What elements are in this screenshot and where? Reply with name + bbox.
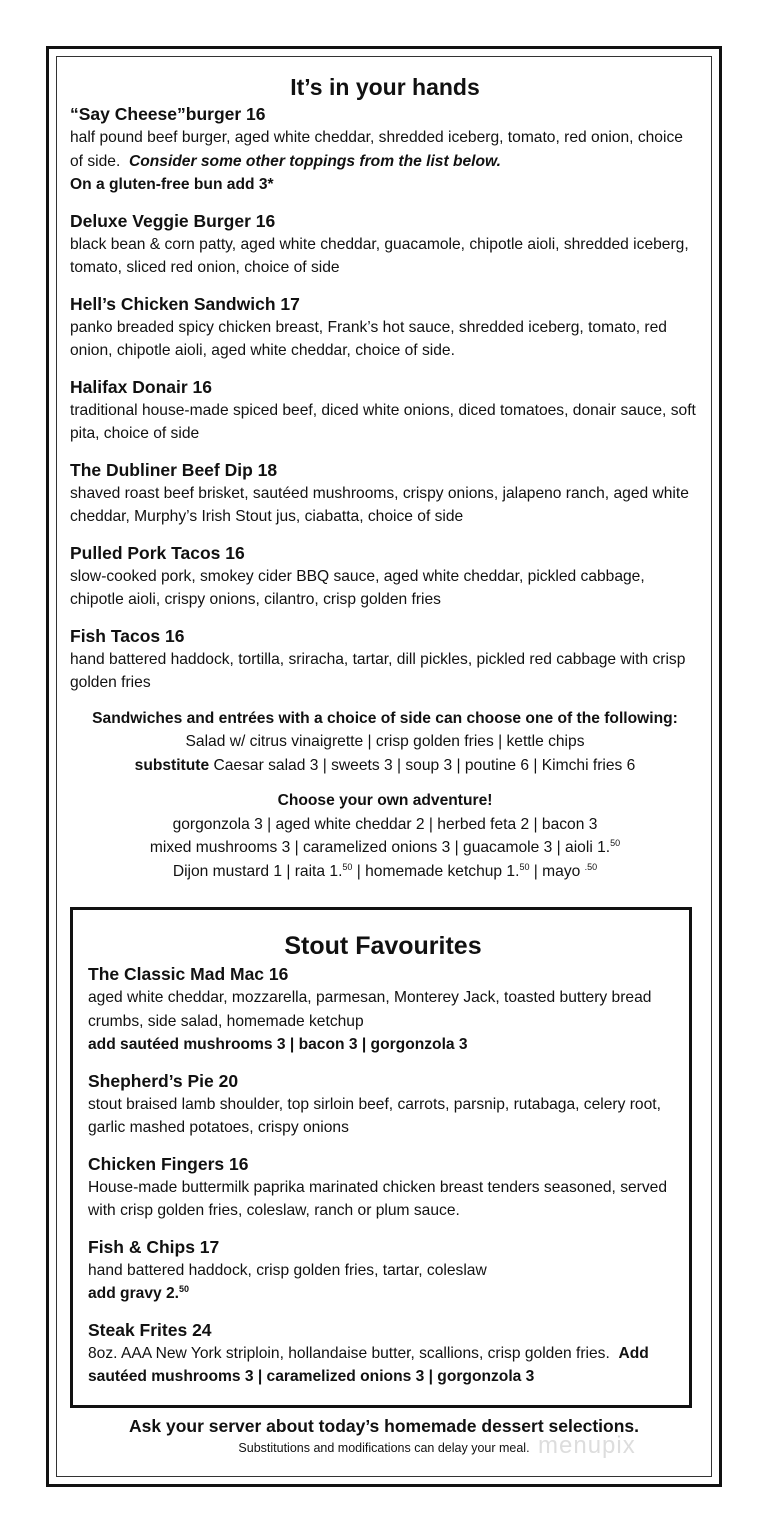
adventure-line <box>70 860 700 884</box>
section-in-your-hands <box>70 72 700 883</box>
menu-item <box>70 541 700 612</box>
item-name: Steak Frites 24 <box>88 1319 212 1340</box>
menu-item <box>88 1152 678 1223</box>
sides-block <box>70 707 700 778</box>
watermark: menupix <box>538 1432 636 1459</box>
item-name: Halifax Donair 16 <box>70 376 212 397</box>
item-extra-text: add gravy 2. <box>88 1285 180 1302</box>
menu-item <box>88 1235 678 1306</box>
price-cents: 50 <box>342 861 353 872</box>
item-desc-text: half pound beef burger, aged white cheddar, shredded iceberg, tomato, red onion, choice of side. <box>70 129 683 170</box>
sides-line: Salad w/ citrus vinaigrette | crisp golden fries | kettle chips <box>185 733 585 750</box>
item-extra: Add sautéed mushrooms 3 | caramelized onions 3 | gorgonzola 3 <box>88 1344 649 1385</box>
item-name: Pulled Pork Tacos 16 <box>70 542 245 563</box>
item-name: Hell’s Chicken Sandwich 17 <box>70 293 300 314</box>
section-title: It’s in your hands <box>290 74 480 100</box>
item-extra <box>88 1282 678 1306</box>
menu-item <box>70 458 700 529</box>
item-description: black bean & corn patty, aged white cheddar, guacamole, chipotle aioli, shredded iceberg, tomato, sliced red onion, choice of side <box>70 235 689 276</box>
item-description: stout braised lamb shoulder, top sirloin beef, carrots, parsnip, rutabaga, celery root, garlic mashed potatoes, crispy onions <box>88 1095 661 1136</box>
item-name: “Say Cheese”burger 16 <box>70 104 266 124</box>
price-cents: 50 <box>519 861 530 872</box>
price-cents: 50 <box>179 1283 190 1294</box>
menu-item <box>70 292 700 363</box>
item-name: Shepherd’s Pie 20 <box>88 1070 239 1091</box>
item-description <box>88 1342 678 1389</box>
substitute-line <box>70 754 700 778</box>
dessert-note: Ask your server about today’s homemade dessert selections. <box>129 1416 639 1436</box>
item-description: traditional house-made spiced beef, diced white onions, diced tomatoes, donair sauce, soft pita, choice of side <box>70 401 696 442</box>
item-description <box>70 126 700 173</box>
price-cents: .50 <box>584 861 598 872</box>
item-extra: add sautéed mushrooms 3 | bacon 3 | gorgonzola 3 <box>88 1036 468 1053</box>
substitution-notice: Substitutions and modifications can delay your meal. <box>238 1441 530 1455</box>
menu-item <box>70 375 700 446</box>
item-description: panko breaded spicy chicken breast, Frank’s hot sauce, shredded iceberg, tomato, red onion, chipotle aioli, aged white cheddar, choice of side. <box>70 318 667 359</box>
item-name: Fish Tacos 16 <box>70 625 185 646</box>
item-name: Deluxe Veggie Burger 16 <box>70 210 276 231</box>
item-description: aged white cheddar, mozzarella, parmesan, Monterey Jack, toasted buttery bread crumbs, side salad, homemade ketchup <box>88 989 652 1030</box>
item-description: House-made buttermilk paprika marinated chicken breast tenders seasoned, served with crisp golden fries, coleslaw, ranch or plum sauce. <box>88 1178 668 1219</box>
item-name: Fish & Chips 17 <box>88 1236 220 1257</box>
item-desc-text: 8oz. AAA New York striploin, hollandaise butter, scallions, crisp golden fries. <box>88 1344 610 1362</box>
item-name: The Dubliner Beef Dip 18 <box>70 459 278 480</box>
adventure-line <box>70 836 700 860</box>
adventure-line: gorgonzola 3 | aged white cheddar 2 | herbed feta 2 | bacon 3 <box>172 815 598 833</box>
adventure-heading: Choose your own adventure! <box>277 792 493 809</box>
price-cents: 50 <box>610 837 621 848</box>
menu-item <box>88 962 678 1057</box>
item-note: Consider some other toppings from the list below. <box>128 152 501 170</box>
menu-item <box>70 624 700 695</box>
menu-item <box>70 209 700 280</box>
section-stout-favourites <box>70 907 692 1408</box>
item-extra: On a gluten-free bun add 3* <box>70 176 274 193</box>
adventure-text: | homemade ketchup 1. <box>352 862 520 880</box>
menu-item <box>88 1069 678 1140</box>
item-description: slow-cooked pork, smokey cider BBQ sauce, aged white cheddar, pickled cabbage, chipotle aioli, crispy onions, cilantro, crisp golden fries <box>70 567 645 608</box>
menu-item <box>88 1318 678 1389</box>
sides-heading: Sandwiches and entrées with a choice of side can choose one of the following: <box>92 709 678 727</box>
substitute-options: Caesar salad 3 | sweets 3 | soup 3 | poutine 6 | Kimchi fries 6 <box>213 756 636 774</box>
section-title: Stout Favourites <box>284 932 482 960</box>
adventure-text: Dijon mustard 1 | raita 1. <box>172 862 343 880</box>
item-name: The Classic Mad Mac 16 <box>88 964 289 984</box>
substitute-label: substitute <box>134 756 210 774</box>
item-description: hand battered haddock, crisp golden fries, tartar, coleslaw <box>88 1261 487 1279</box>
item-name: Chicken Fingers 16 <box>88 1153 249 1174</box>
adventure-block <box>70 789 700 883</box>
adventure-text: | mayo <box>529 862 585 880</box>
item-description: shaved roast beef brisket, sautéed mushrooms, crispy onions, jalapeno ranch, aged white cheddar, Murphy’s Irish Stout jus, ciabatta, choice of side <box>70 484 689 525</box>
adventure-text: mixed mushrooms 3 | caramelized onions 3 | guacamole 3 | aioli 1. <box>149 839 611 856</box>
menu-item <box>70 102 700 197</box>
item-description: hand battered haddock, tortilla, sriracha, tartar, dill pickles, pickled red cabbage with crisp golden fries <box>70 650 686 691</box>
